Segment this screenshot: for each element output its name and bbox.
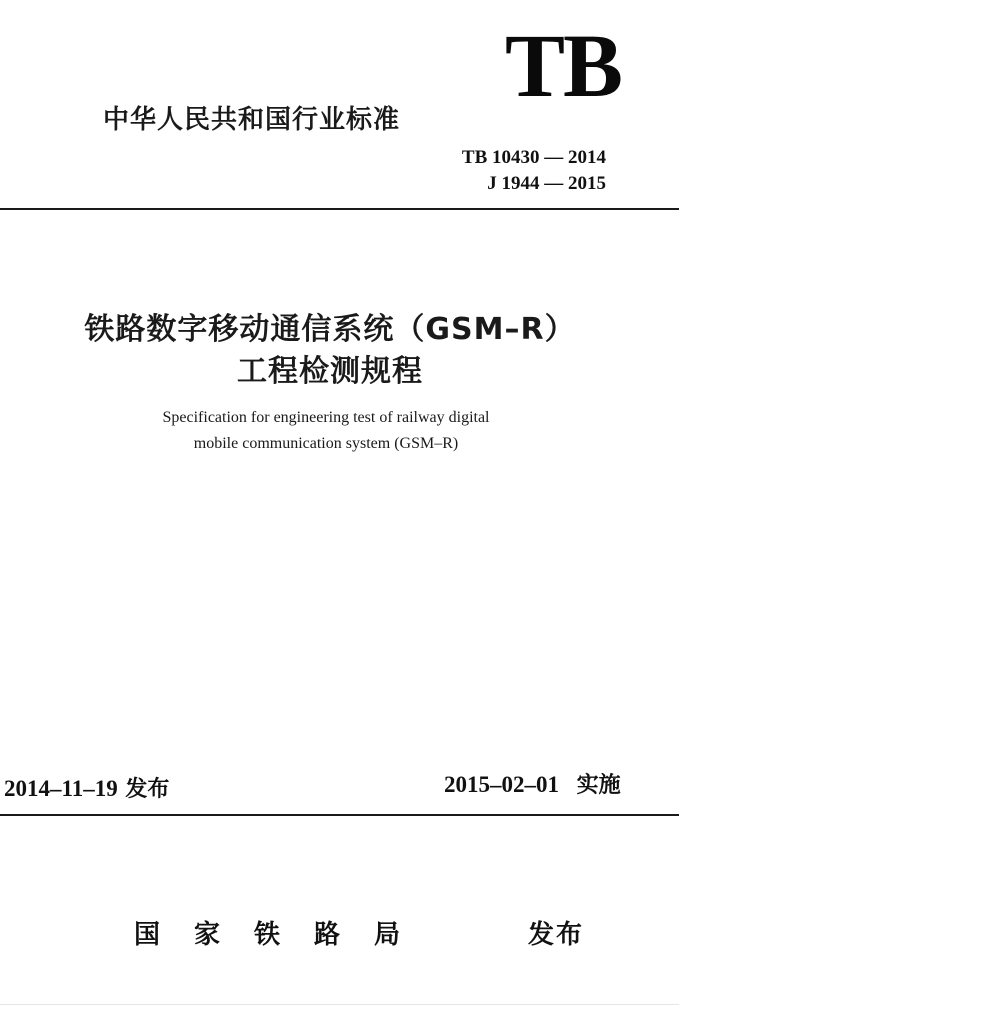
implement-date-line	[444, 770, 621, 801]
bottom-divider	[0, 1004, 679, 1005]
middle-divider	[0, 814, 679, 816]
record-number: J 1944 — 2015	[487, 173, 606, 194]
issue-date-line	[4, 774, 169, 805]
implement-label: 实施	[576, 773, 621, 798]
top-divider	[0, 208, 679, 210]
issuer-name: 国家铁路局	[134, 920, 435, 950]
implement-date: 2015–02–01	[444, 772, 559, 797]
title-en-line1: Specification for engineering test of railway digital	[162, 409, 490, 426]
title-cn-line1: 铁路数字移动通信系统（GSM–R）	[84, 312, 576, 347]
tb-logo: TB	[505, 17, 622, 116]
title-cn-line2: 工程检测规程	[237, 354, 423, 389]
title-en-line2: mobile communication system (GSM–R)	[193, 435, 459, 452]
standard-number: TB 10430 — 2014	[461, 147, 606, 168]
issue-label: 发布	[125, 777, 170, 802]
issue-date: 2014–11–19	[4, 776, 118, 801]
issuer-action: 发布	[528, 920, 585, 950]
standard-category: 中华人民共和国行业标准	[103, 105, 401, 135]
